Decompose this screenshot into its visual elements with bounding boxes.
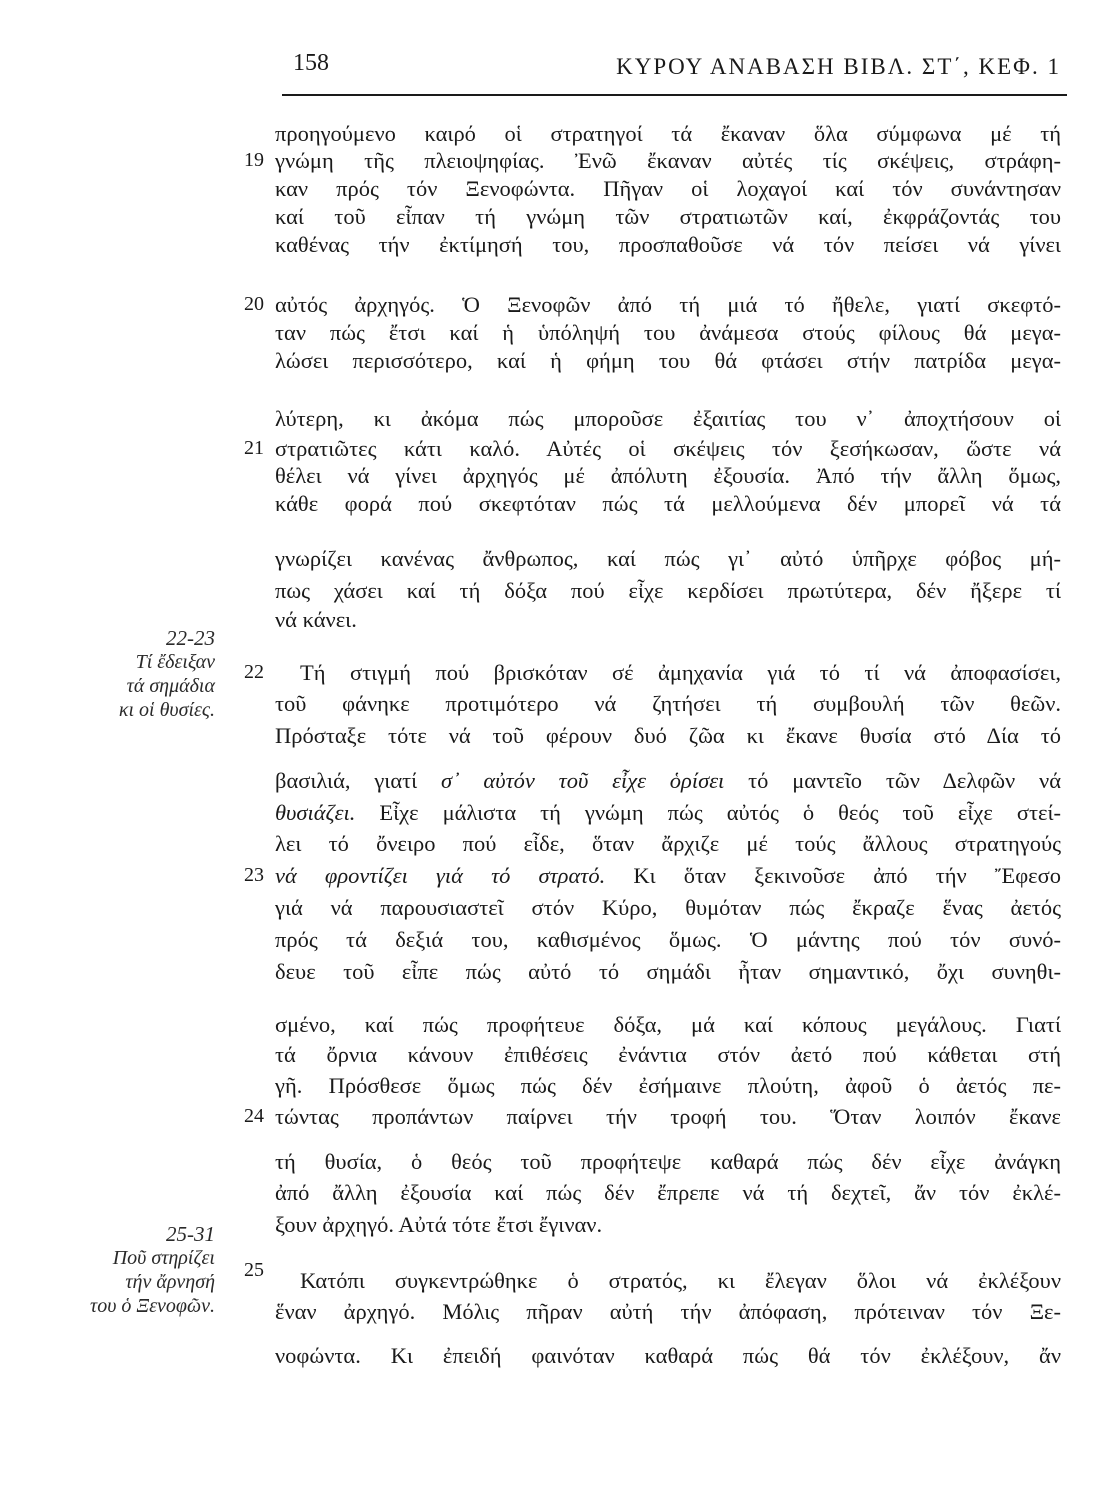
text-line: ἕναν ἀρχηγό. Μόλις πῆραν αὐτή τήν ἀπόφαση, πρότειναν τόν Ξε- bbox=[275, 1299, 1061, 1324]
text-line: νοφώντα. Κι ἐπειδή φαινόταν καθαρά πώς θά τόν ἐκλέξουν, ἄν bbox=[275, 1343, 1061, 1368]
margin-note-22-23 bbox=[40, 626, 215, 722]
text-line bbox=[275, 862, 1061, 889]
text-line: προηγούμενο καιρό οἱ στρατηγοί τά ἔκαναν ὅλα σύμφωνα μέ τή bbox=[275, 121, 1061, 146]
text-line: θέλει νά γίνει ἀρχηγός μέ ἀπόλυτη ἐξουσία. Ἀπό τήν ἄλλη ὅμως, bbox=[275, 463, 1061, 488]
margin-note-range: 25-31 bbox=[166, 1222, 215, 1246]
text-line: λώσει περισσότερο, καί ἡ φήμη του θά φτάσει στήν πατρίδα μεγα- bbox=[275, 348, 1061, 373]
running-head: ΚΥΡΟΥ ΑΝΑΒΑΣΗ ΒΙΒΛ. ΣΤ΄, ΚΕΦ. 1 bbox=[616, 54, 1061, 79]
text-line: γνώμη τῆς πλειοψηφίας. Ἐνῶ ἔκαναν αὐτές τίς σκέψεις, στράφη- bbox=[275, 148, 1061, 173]
text-line: πως χάσει καί τή δόξα πού εἶχε κερδίσει πρωτύτερα, δέν ἤξερε τί bbox=[275, 578, 1061, 603]
text-line: Κατόπι συγκεντρώθηκε ὁ στρατός, κι ἔλεγαν ὅλοι νά ἐκλέξουν bbox=[300, 1268, 1061, 1293]
text-line: νά κάνει. bbox=[275, 607, 357, 632]
text-line: τά ὄρνια κάνουν ἐπιθέσεις ἐνάντια στόν ἀετό πού κάθεται στή bbox=[275, 1042, 1061, 1067]
text-segment: Κι ὅταν ξεκινοῦσε ἀπό τήν Ἔφεσο bbox=[605, 863, 1062, 888]
section-number: 23 bbox=[244, 864, 264, 886]
text-line bbox=[275, 799, 1061, 826]
section-number: 20 bbox=[244, 293, 264, 315]
text-line: τή θυσία, ὁ θεός τοῦ προφήτεψε καθαρά πώς δέν εἶχε ἀνάγκη bbox=[275, 1149, 1061, 1174]
text-line: λύτερη, κι ἀκόμα πώς μποροῦσε ἐξαιτίας του ν᾽ ἀποχτήσουν οἱ bbox=[275, 406, 1061, 431]
margin-note-line: Ποῦ στηρίζει bbox=[112, 1247, 215, 1269]
text-line bbox=[275, 767, 1061, 794]
text-line: γιά νά παρουσιαστεῖ στόν Κύρο, θυμόταν πώς ἔκραζε ἕνας ἀετός bbox=[275, 895, 1061, 920]
text-line: καν πρός τόν Ξενοφώντα. Πῆγαν οἱ λοχαγοί καί τόν συνάντησαν bbox=[275, 176, 1061, 201]
text-line: τοῦ φάνηκε προτιμότερο νά ζητήσει τή συμβουλή τῶν θεῶν. bbox=[275, 691, 1061, 716]
margin-note-line: τήν ἄρνησή bbox=[125, 1271, 215, 1293]
text-segment: βασιλιά, γιατί bbox=[275, 768, 442, 793]
text-line: Τή στιγμή πού βρισκόταν σέ ἀμηχανία γιά τό τί νά ἀποφασίσει, bbox=[300, 660, 1061, 685]
italic-phrase: σ᾽ αὐτόν τοῦ εἶχε ὁρίσει bbox=[441, 768, 725, 793]
text-segment: τό μαντεῖο τῶν Δελφῶν νά bbox=[724, 768, 1062, 793]
header-rule bbox=[282, 94, 1067, 96]
text-line: δευε τοῦ εἶπε πώς αὐτό τό σημάδι ἦταν σημαντικό, ὄχι συνηθι- bbox=[275, 959, 1061, 984]
text-line: κάθε φορά πού σκεφτόταν πώς τά μελλούμενα δέν μπορεῖ νά τά bbox=[275, 491, 1061, 516]
text-line: αὐτός ἀρχηγός. Ὁ Ξενοφῶν ἀπό τή μιά τό ἤθελε, γιατί σκεφτό- bbox=[275, 292, 1061, 317]
page-number: 158 bbox=[293, 50, 329, 76]
text-line: γνωρίζει κανένας ἄνθρωπος, καί πώς γι᾽ αὐτό ὑπῆρχε φόβος μή- bbox=[275, 546, 1061, 571]
text-line: ἀπό ἄλλη ἐξουσία καί πώς δέν ἔπρεπε νά τή δεχτεῖ, ἄν τόν ἐκλέ- bbox=[275, 1180, 1061, 1205]
text-line: καθένας τήν ἐκτίμησή του, προσπαθοῦσε νά τόν πείσει νά γίνει bbox=[275, 232, 1061, 257]
margin-note-range: 22-23 bbox=[166, 626, 215, 650]
margin-note-line: τά σημάδια bbox=[126, 675, 215, 697]
text-line: στρατιῶτες κάτι καλό. Αὐτές οἱ σκέψεις τόν ξεσήκωσαν, ὥστε νά bbox=[275, 436, 1061, 461]
margin-note-line: κι οἱ θυσίες. bbox=[118, 699, 215, 721]
text-line: γῆ. Πρόσθεσε ὅμως πώς δέν ἐσήμαινε πλούτη, ἀφοῦ ὁ ἀετός πε- bbox=[275, 1073, 1061, 1098]
text-line: καί τοῦ εἶπαν τή γνώμη τῶν στρατιωτῶν καί, ἐκφράζοντάς του bbox=[275, 204, 1061, 229]
margin-note-line: Τί ἔδειξαν bbox=[135, 651, 215, 673]
margin-note-line: του ὁ Ξενοφῶν. bbox=[90, 1295, 215, 1317]
text-line: σμένο, καί πώς προφήτευε δόξα, μά καί κόπους μεγάλους. Γιατί bbox=[275, 1012, 1061, 1037]
italic-phrase: θυσιάζει. bbox=[275, 800, 356, 825]
section-number: 22 bbox=[244, 661, 264, 683]
text-line: λει τό ὄνειρο πού εἶδε, ὅταν ἄρχιζε μέ τούς ἄλλους στρατηγούς bbox=[275, 831, 1061, 856]
margin-note-25-31 bbox=[40, 1222, 215, 1318]
section-number: 21 bbox=[244, 437, 264, 459]
italic-phrase: νά φροντίζει γιά τό στρατό. bbox=[275, 863, 606, 888]
section-number: 25 bbox=[244, 1259, 264, 1281]
section-number: 24 bbox=[244, 1105, 264, 1127]
text-line: πρός τά δεξιά του, καθισμένος ὅμως. Ὁ μάντης πού τόν συνό- bbox=[275, 927, 1061, 952]
text-line: ξουν ἀρχηγό. Αὐτά τότε ἔτσι ἔγιναν. bbox=[275, 1212, 603, 1237]
text-line: τώντας προπάντων παίρνει τήν τροφή του. Ὅταν λοιπόν ἔκανε bbox=[275, 1104, 1061, 1129]
text-segment: Εἶχε μάλιστα τή γνώμη πώς αὐτός ὁ θεός τοῦ εἶχε στεί- bbox=[355, 800, 1061, 825]
text-line: Πρόσταξε τότε νά τοῦ φέρουν δυό ζῶα κι ἔκανε θυσία στό Δία τό bbox=[275, 723, 1061, 748]
section-number: 19 bbox=[244, 149, 264, 171]
text-line: ταν πώς ἔτσι καί ἡ ὑπόληψή του ἀνάμεσα στούς φίλους θά μεγα- bbox=[275, 320, 1061, 345]
